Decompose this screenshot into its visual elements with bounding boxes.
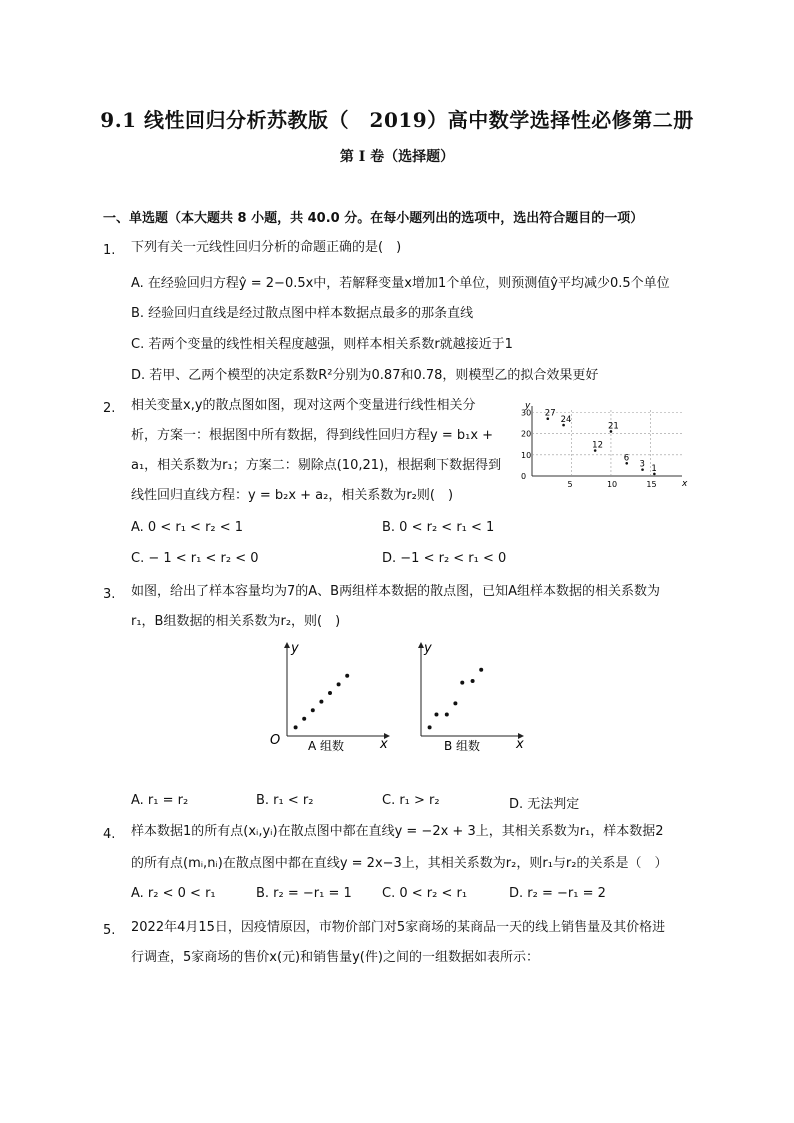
scatter-point: [319, 700, 323, 704]
x-tick-label: 15: [646, 480, 657, 489]
question-3-number: 3.: [103, 587, 116, 602]
question-2-scatter-chart: [516, 400, 688, 492]
question-2-option-a: A. 0 < r₁ < r₂ < 1: [131, 520, 244, 535]
question-1-stem: 下列有关一元线性回归分析的命题正确的是( ): [131, 240, 402, 255]
question-4-option-a: A. r₂ < 0 < r₁: [131, 886, 216, 901]
question-2-number: 2.: [103, 401, 116, 416]
point-label: 1: [651, 463, 657, 474]
point-label: 24: [560, 415, 572, 426]
y-tick-label: 30: [521, 408, 532, 418]
group-b-caption: B 组数: [444, 739, 481, 753]
question-4-stem-line: 的所有点(mᵢ,nᵢ)在散点图中都在直线y = 2x−3上，其相关系数为r₂，则r₁与r₂的关系是（ ）: [131, 856, 668, 871]
question-5-number: 5.: [103, 923, 116, 938]
group-a-caption: A 组数: [308, 739, 345, 753]
scatter-point: [337, 682, 341, 686]
volume-subtitle: 第 I 卷（选择题）: [339, 149, 455, 165]
question-1-option-d: D. 若甲、乙两个模型的决定系数R²分别为0.87和0.78，则模型乙的拟合效果更好: [131, 368, 599, 383]
question-1-number: 1.: [103, 243, 116, 258]
point-label: 27: [544, 408, 556, 419]
x-axis-label: x: [682, 479, 688, 489]
origin-label: O: [270, 733, 281, 748]
scatter-point: [471, 679, 475, 683]
question-2-stem-line: 析，方案一：根据图中所有数据，得到线性回归方程y = b₁x +: [131, 428, 494, 443]
question-4-stem-line: 样本数据1的所有点(xᵢ,yᵢ)在散点图中都在直线y = −2x + 3上，其相关系数为r₁，样本数据2: [131, 824, 664, 839]
scatter-point: [479, 668, 483, 672]
group-b-scatter-chart: [404, 638, 534, 756]
question-4-option-b: B. r₂ = −r₁ = 1: [256, 886, 352, 901]
y-axis-arrow: [284, 642, 290, 648]
x-tick-label: 5: [567, 480, 573, 489]
x-tick-label: 10: [606, 480, 618, 489]
question-2-option-d: D. −1 < r₂ < r₁ < 0: [382, 551, 507, 566]
question-4-option-d: D. r₂ = −r₁ = 2: [509, 886, 606, 901]
x-axis-label: x: [380, 737, 388, 752]
question-3-option-b: B. r₁ < r₂: [256, 793, 314, 808]
y-tick-label: 20: [521, 429, 532, 439]
y-axis-label: y: [291, 641, 299, 656]
scatter-point: [453, 701, 457, 705]
scatter-point: [460, 681, 464, 685]
question-5-stem-line: 行调查，5家商场的售价x(元)和销售量y(件)之间的一组数据如表所示：: [131, 950, 539, 965]
y-axis-label: y: [424, 641, 432, 656]
question-1-option-a: A. 在经验回归方程ŷ = 2−0.5x中，若解释变量x增加1个单位，则预测值ŷ平均减少0.5个单位: [131, 276, 670, 291]
section-heading: 一、单选题（本大题共 8 小题，共 40.0 分。在每小题列出的选项中，选出符合题目的一项）: [103, 211, 644, 226]
question-2-stem-line: 相关变量x,y的散点图如图，现对这两个变量进行线性相关分: [131, 398, 476, 413]
x-axis-label: x: [516, 737, 524, 752]
scatter-point: [434, 713, 438, 717]
scatter-point: [311, 708, 315, 712]
scatter-point: [428, 725, 432, 729]
question-4-number: 4.: [103, 827, 116, 842]
question-2-option-b: B. 0 < r₂ < r₁ < 1: [382, 520, 495, 535]
question-3-option-d: D. 无法判定: [509, 797, 580, 812]
scatter-point: [328, 691, 332, 695]
question-1-option-b: B. 经验回归直线是经过散点图中样本数据点最多的那条直线: [131, 306, 474, 321]
question-1-option-c: C. 若两个变量的线性相关程度越强，则样本相关系数r就越接近于1: [131, 337, 513, 352]
scatter-point: [302, 717, 306, 721]
scatter-point: [345, 674, 349, 678]
question-2-option-c: C. − 1 < r₁ < r₂ < 0: [131, 551, 259, 566]
point-label: 12: [592, 440, 603, 451]
document-title: 9.1 线性回归分析苏教版（ 2019）高中数学选择性必修第二册: [100, 108, 694, 132]
y-tick-label: 10: [521, 450, 532, 460]
question-4-option-c: C. 0 < r₂ < r₁: [382, 886, 468, 901]
question-3-option-c: C. r₁ > r₂: [382, 793, 440, 808]
question-3-stem-line: 如图，给出了样本容量均为7的A、B两组样本数据的散点图，已知A组样本数据的相关系数为: [131, 584, 660, 599]
point-label: 21: [607, 421, 619, 432]
point-label: 3: [639, 459, 645, 470]
group-a-scatter-chart: [266, 638, 396, 756]
question-2-stem-line: 线性回归直线方程：y = b₂x + a₂，相关系数为r₂则( ): [131, 488, 454, 503]
point-label: 6: [623, 453, 630, 464]
scatter-point: [445, 713, 449, 717]
scatter-point: [294, 725, 298, 729]
question-5-stem-line: 2022年4月15日，因疫情原因，市物价部门对5家商场的某商品一天的线上销售量及其价格进: [131, 920, 666, 935]
y-tick-label: 0: [521, 472, 527, 481]
question-3-option-a: A. r₁ = r₂: [131, 793, 189, 808]
question-3-stem-line: r₁，B组数据的相关系数为r₂，则( ): [131, 614, 341, 629]
question-2-stem-line: a₁，相关系数为r₁；方案二：剔除点(10,21)，根据剩下数据得到: [131, 458, 502, 473]
y-axis-label: y: [525, 401, 531, 411]
